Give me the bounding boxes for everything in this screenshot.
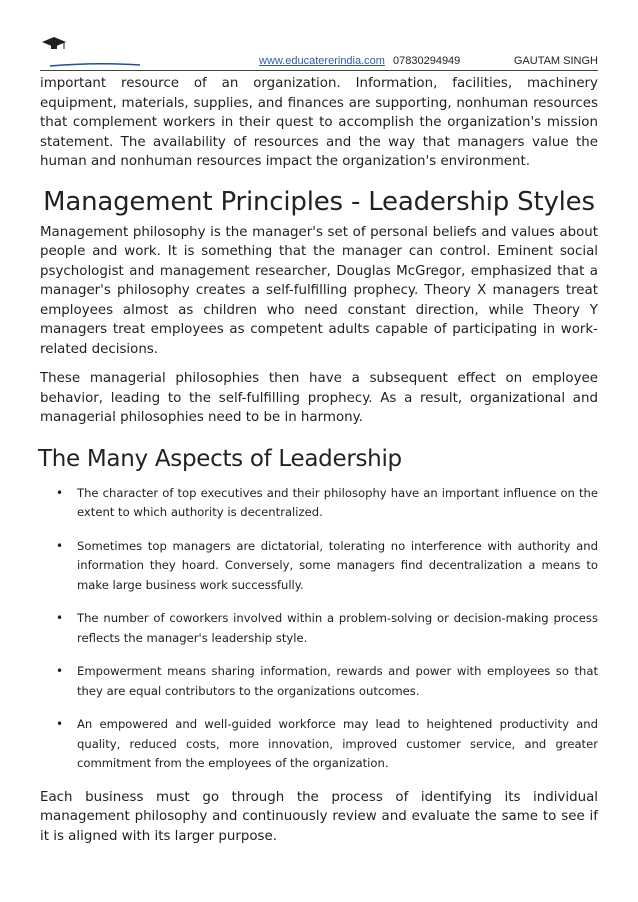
list-item — [40, 662, 598, 701]
educaterer-logo — [40, 36, 150, 68]
paragraph-harmony: These managerial philosophies then have a subsequent effect on employee behavior, leading to the self-fulfilling prophecy. As a result, organizational and managerial philosophies need to be in harmony. — [40, 371, 598, 425]
header-divider — [40, 70, 598, 71]
bullet-icon: • — [56, 611, 64, 625]
list-item-text: Empowerment means sharing information, rewards and power with employees so that they are equal contributors to the organizations outcomes. — [77, 664, 598, 698]
document-body — [40, 74, 598, 846]
list-item-text: The number of coworkers involved within a problem-solving or decision-making process reflects the manager's leadership style. — [77, 611, 598, 645]
website-link[interactable]: www.educatererindia.com — [259, 55, 385, 67]
list-item — [40, 715, 598, 774]
author-name: GAUTAM SINGH — [513, 55, 598, 67]
closing-paragraph: Each business must go through the process of identifying its individual management philosophy and continuously review and evaluate the same to see if it is aligned with its larger purpose. — [40, 789, 598, 844]
leadership-bullet-list — [40, 484, 598, 774]
list-item-text: The character of top executives and their philosophy have an important influence on the extent to which authority is decentralized. — [77, 485, 598, 519]
list-item — [40, 609, 598, 648]
section-heading: The Many Aspects of Leadership — [38, 445, 402, 472]
phone-number: 07830294949 — [393, 55, 461, 67]
page-title: Management Principles - Leadership Styles — [43, 186, 595, 217]
bullet-icon: • — [56, 664, 64, 678]
intro-paragraph: important resource of an organization. Information, facilities, machinery equipment, materials, supplies, and finances are supporting, nonhuman resources that complement workers in their quest to accomplish the organization's mission statement. The availability of resources and the way that managers value the human and nonhuman resources impact the organization's environment. — [40, 76, 598, 169]
list-item — [40, 537, 598, 596]
list-item-text: An empowered and well-guided workforce may lead to heightened productivity and quality, reduced costs, more innovation, improved customer service, and greater commitment from the employees of the organization. — [77, 717, 598, 770]
paragraph-philosophy: Management philosophy is the manager's set of personal beliefs and values about people and work. It is something that the manager can control. Eminent social psychologist and management researcher, Douglas McGregor, emphasized that a manager's philosophy creates a self-fulfilling prophecy. Theory X managers treat employees almost as children who need constant direction, while Theory Y managers treat employees as competent adults capable of participating in work-related decisions. — [40, 224, 598, 357]
bullet-icon: • — [56, 717, 64, 731]
page-header — [40, 28, 598, 70]
list-item-text: Sometimes top managers are dictatorial, tolerating no interference with authority and information they hoard. Conversely, some managers find decentralization a means to make large business work successfully. — [77, 538, 598, 592]
list-item — [40, 484, 598, 523]
bullet-icon: • — [56, 485, 64, 500]
bullet-icon: • — [56, 538, 64, 553]
